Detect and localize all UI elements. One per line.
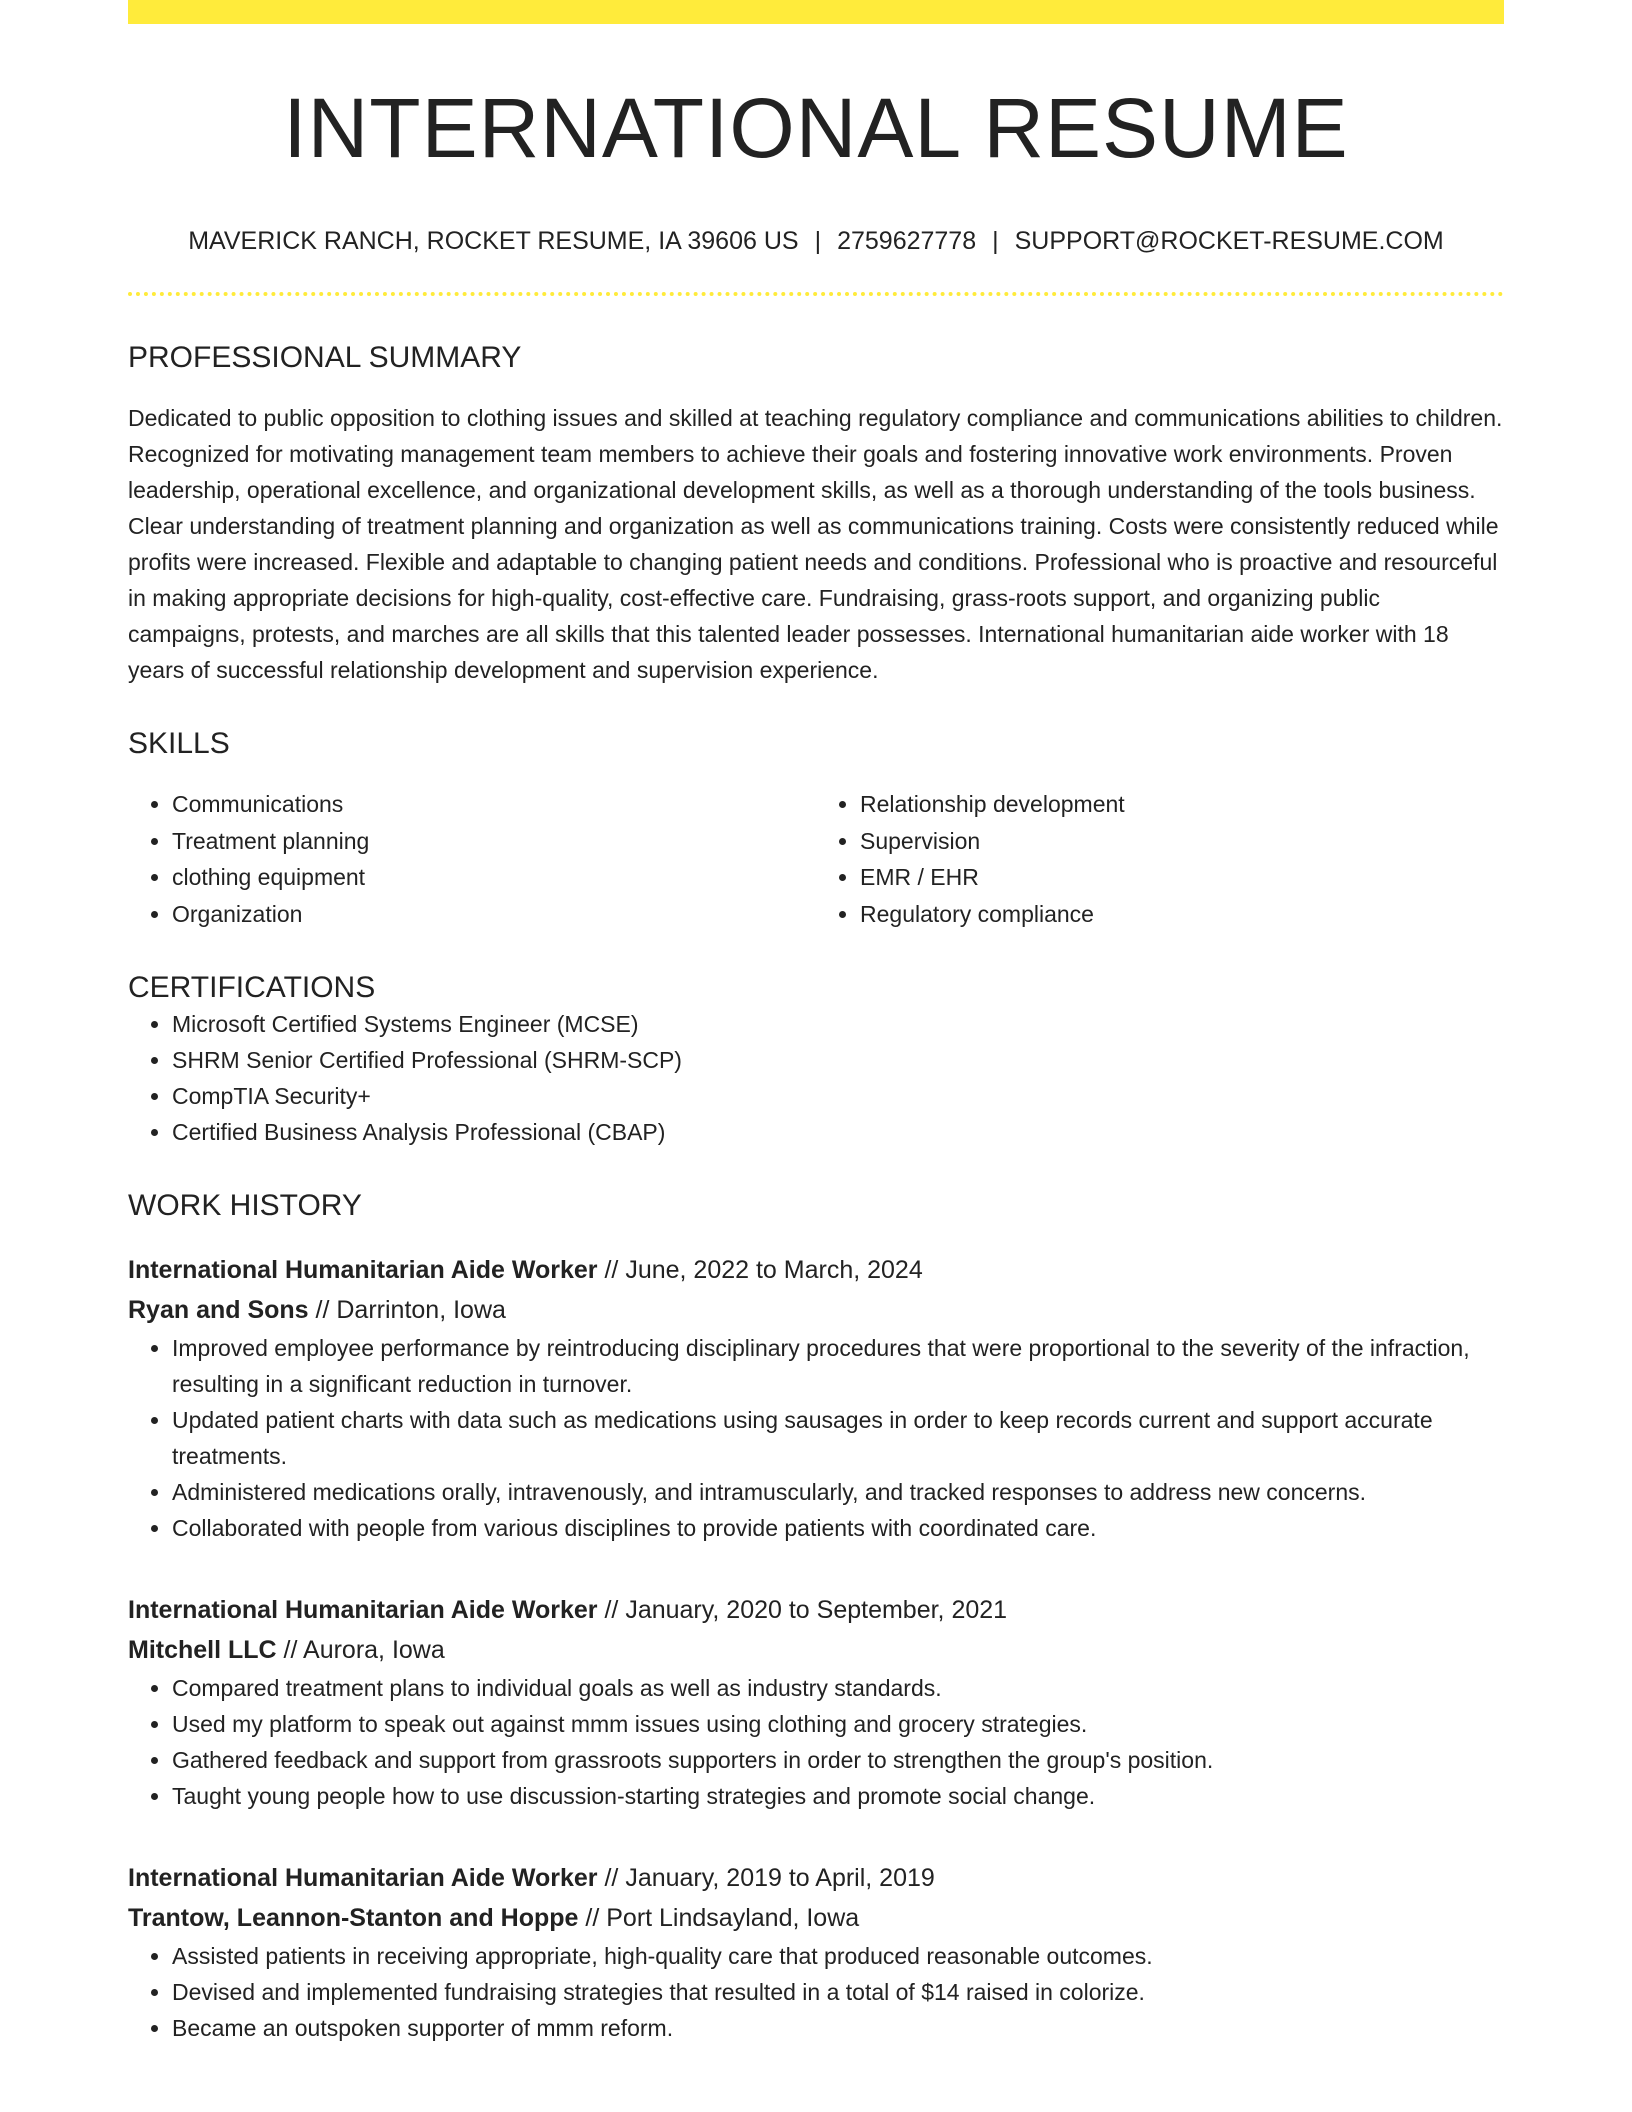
- job-company: Ryan and Sons: [128, 1296, 309, 1325]
- job-location: // Port Lindsayland, Iowa: [578, 1904, 860, 1933]
- job-bullets: [128, 1330, 1504, 1546]
- skills-list-right: [816, 786, 1504, 932]
- job-title-line: [128, 1590, 1504, 1630]
- job-bullet: • Collaborated with people from various disciplines to provide patients with coordinated care.: [172, 1510, 1504, 1546]
- job-dates: // January, 2020 to September, 2021: [597, 1596, 1008, 1625]
- job-bullet: • Administered medications orally, intravenously, and intramuscularly, and tracked responses to address new concerns.: [172, 1474, 1504, 1510]
- job-bullet: • Improved employee performance by reintroducing disciplinary procedures that were proportional to the severity of the infraction, resulting in a significant reduction in turnover.: [172, 1330, 1504, 1402]
- skill-item: • Regulatory compliance: [860, 896, 1504, 933]
- job-company-line: [128, 1630, 1504, 1670]
- contact-phone: 2759627778: [837, 227, 977, 256]
- job-bullets: [128, 1670, 1504, 1814]
- job-location: // Darrinton, Iowa: [308, 1296, 506, 1325]
- certifications-list: [128, 1006, 1504, 1150]
- job-entry: [128, 1590, 1504, 1814]
- job-bullet: • Devised and implemented fundraising strategies that resulted in a total of $14 raised in colorize.: [172, 1974, 1504, 2010]
- job-title-line: [128, 1858, 1504, 1898]
- job-bullet: • Assisted patients in receiving appropriate, high-quality care that produced reasonable outcomes.: [172, 1938, 1504, 1974]
- skills-heading: SKILLS: [128, 727, 230, 761]
- work-history-heading: WORK HISTORY: [128, 1189, 362, 1223]
- contact-email: SUPPORT@ROCKET-RESUME.COM: [1014, 227, 1444, 256]
- job-bullet: • Used my platform to speak out against mmm issues using clothing and grocery strategies.: [172, 1706, 1504, 1742]
- resume-page: [128, 0, 1504, 2046]
- job-title: International Humanitarian Aide Worker: [128, 1596, 598, 1625]
- job-bullet: • Updated patient charts with data such as medications using sausages in order to keep records current and support accurate treatments.: [172, 1402, 1504, 1474]
- skills-list-left: [128, 786, 816, 932]
- job-location: // Aurora, Iowa: [276, 1636, 445, 1665]
- job-dates: // June, 2022 to March, 2024: [597, 1256, 923, 1285]
- job-company-line: [128, 1898, 1504, 1938]
- job-company: Mitchell LLC: [128, 1636, 277, 1665]
- contact-separator: |: [992, 227, 999, 256]
- job-title: International Humanitarian Aide Worker: [128, 1256, 598, 1285]
- job-bullet: • Compared treatment plans to individual goals as well as industry standards.: [172, 1670, 1504, 1706]
- job-bullets: [128, 1938, 1504, 2046]
- summary-text: Dedicated to public opposition to clothing issues and skilled at teaching regulatory compliance and communications abilities to children. Recognized for motivating management team members to achieve their goals and fostering innovative work environments. Proven leadership, operational excellence, and organizational development skills, as well as a thorough understanding of the tools business. Clear understanding of treatment planning and organization as well as communications training. Costs were consistently reduced while profits were increased. Flexible and adaptable to changing patient needs and conditions. Professional who is proactive and resourceful in making appropriate decisions for high-quality, cost-effective care. Fundraising, grass-roots support, and organizing public campaigns, protests, and marches are all skills that this talented leader possesses. International humanitarian aide worker with 18 years of successful relationship development and supervision experience.: [128, 405, 1503, 684]
- contact-line: [128, 226, 1504, 256]
- skills-column-right: [816, 786, 1504, 932]
- contact-address: MAVERICK RANCH, ROCKET RESUME, IA 39606 US: [188, 227, 799, 256]
- certification-item: • Microsoft Certified Systems Engineer (MCSE): [172, 1006, 1504, 1042]
- skill-item: • Relationship development: [860, 786, 1504, 823]
- job-bullet: • Gathered feedback and support from grassroots supporters in order to strengthen the group's position.: [172, 1742, 1504, 1778]
- skill-item: • Organization: [172, 896, 816, 933]
- skill-item: • EMR / EHR: [860, 859, 1504, 896]
- certification-item: • CompTIA Security+: [172, 1078, 1504, 1114]
- job-bullet: • Became an outspoken supporter of mmm reform.: [172, 2010, 1504, 2046]
- skills-column-left: [128, 786, 816, 932]
- job-entry: [128, 1858, 1504, 2046]
- resume-title: INTERNATIONAL RESUME: [283, 81, 1349, 175]
- job-entry: [128, 1250, 1504, 1546]
- job-dates: // January, 2019 to April, 2019: [597, 1864, 935, 1893]
- certifications-heading: CERTIFICATIONS: [128, 971, 376, 1005]
- job-company: Trantow, Leannon-Stanton and Hoppe: [128, 1904, 579, 1933]
- skill-item: • clothing equipment: [172, 859, 816, 896]
- job-title-line: [128, 1250, 1504, 1290]
- skills-grid: [128, 786, 1504, 932]
- skill-item: • Treatment planning: [172, 823, 816, 860]
- accent-top-bar: [128, 0, 1504, 24]
- skill-item: • Communications: [172, 786, 816, 823]
- certification-item: • SHRM Senior Certified Professional (SHRM-SCP): [172, 1042, 1504, 1078]
- contact-separator: |: [814, 227, 822, 256]
- job-title: International Humanitarian Aide Worker: [128, 1864, 598, 1893]
- dotted-divider: [128, 292, 1504, 296]
- certification-item: • Certified Business Analysis Professional (CBAP): [172, 1114, 1504, 1150]
- summary-heading: PROFESSIONAL SUMMARY: [128, 341, 522, 375]
- job-company-line: [128, 1290, 1504, 1330]
- job-bullet: • Taught young people how to use discussion-starting strategies and promote social change.: [172, 1778, 1504, 1814]
- skill-item: • Supervision: [860, 823, 1504, 860]
